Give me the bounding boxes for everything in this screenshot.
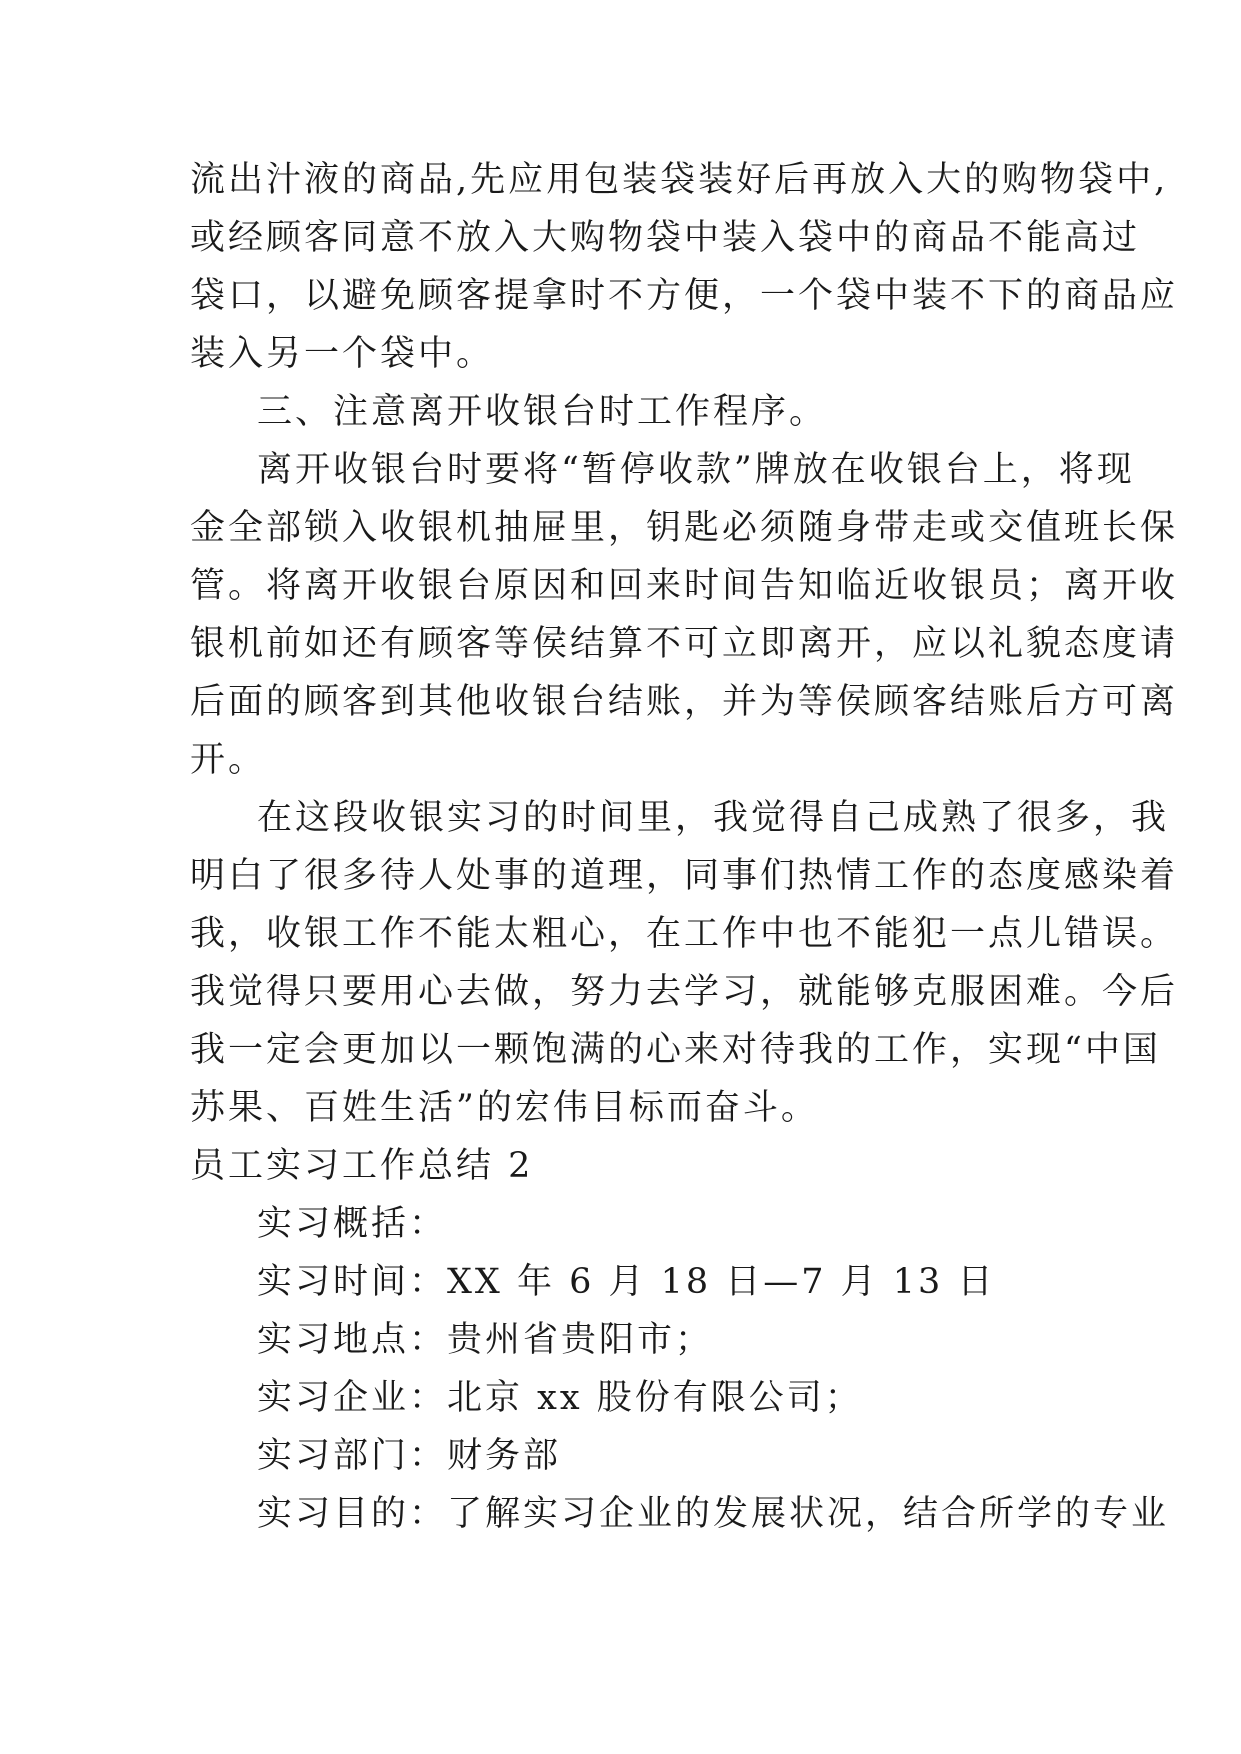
body-text-line: 流出汁液的商品,先应用包装袋装好后再放入大的购物袋中, bbox=[190, 160, 1169, 200]
body-text-line: 管。将离开收银台原因和回来时间告知临近收银员；离开收 bbox=[190, 566, 1179, 606]
body-text-line: 我觉得只要用心去做，努力去学习，就能够克服困难。今后 bbox=[190, 972, 1179, 1012]
body-text-line: 实习目的：了解实习企业的发展状况，结合所学的专业 bbox=[257, 1494, 1170, 1534]
body-text-line: 实习部门：财务部 bbox=[257, 1436, 562, 1476]
document-title: 员工实习工作总结 2 bbox=[190, 1146, 534, 1186]
body-text-line: 实习时间：XX 年 6 月 18 日—7 月 13 日 bbox=[257, 1262, 996, 1302]
body-text-line: 银机前如还有顾客等侯结算不可立即离开，应以礼貌态度请 bbox=[190, 624, 1179, 664]
body-text-line: 开。 bbox=[190, 740, 267, 780]
body-text-line: 离开收银台时要将“暂停收款”牌放在收银台上，将现 bbox=[257, 450, 1135, 490]
body-text-line: 袋口，以避免顾客提拿时不方便，一个袋中装不下的商品应 bbox=[190, 276, 1179, 316]
body-text-line: 苏果、百姓生活”的宏伟目标而奋斗。 bbox=[190, 1088, 819, 1128]
body-text-line: 金全部锁入收银机抽屉里，钥匙必须随身带走或交值班长保 bbox=[190, 508, 1179, 548]
body-text-line: 在这段收银实习的时间里，我觉得自己成熟了很多，我 bbox=[257, 798, 1170, 838]
body-text-line: 我一定会更加以一颗饱满的心来对待我的工作，实现“中国 bbox=[190, 1030, 1161, 1070]
body-text-line: 实习概括： bbox=[257, 1204, 448, 1244]
body-text-line: 实习地点：贵州省贵阳市； bbox=[257, 1320, 714, 1360]
body-text-line: 装入另一个袋中。 bbox=[190, 334, 495, 374]
body-text-line: 我，收银工作不能太粗心，在工作中也不能犯一点儿错误。 bbox=[190, 914, 1179, 954]
body-text-line: 后面的顾客到其他收银台结账，并为等侯顾客结账后方可离 bbox=[190, 682, 1179, 722]
body-text-line: 明白了很多待人处事的道理，同事们热情工作的态度感染着 bbox=[190, 856, 1179, 896]
body-text-line: 或经顾客同意不放入大购物袋中装入袋中的商品不能高过 bbox=[190, 218, 1141, 258]
body-text-line: 实习企业：北京 xx 股份有限公司； bbox=[257, 1378, 863, 1418]
section-heading: 三、注意离开收银台时工作程序。 bbox=[257, 392, 828, 432]
